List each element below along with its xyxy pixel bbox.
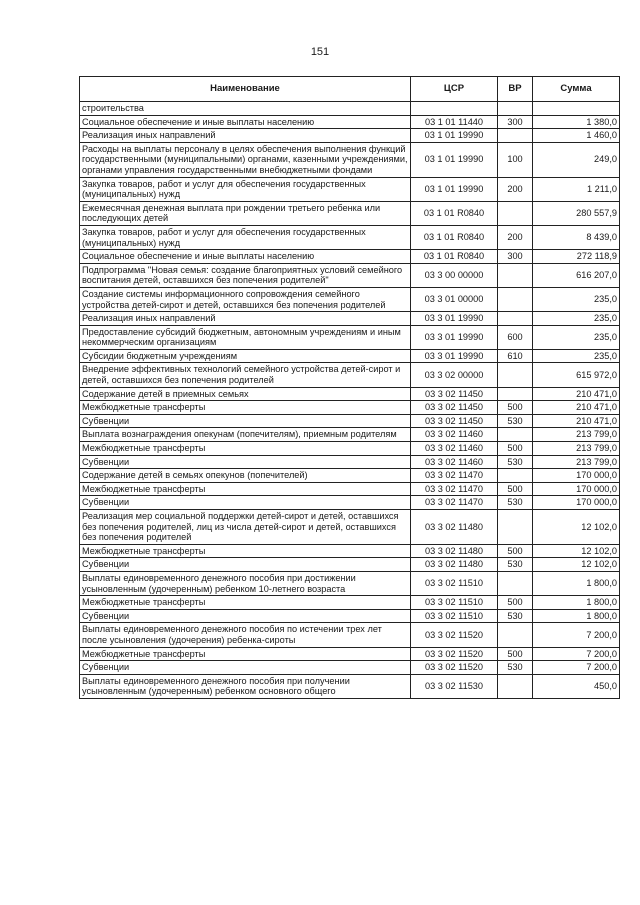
cell-vr: 500 [498,647,533,661]
cell-vr: 500 [498,401,533,415]
cell-vr: 500 [498,482,533,496]
cell-vr [498,312,533,326]
table-row [80,225,620,249]
cell-name: Выплата вознаграждения опекунам (попечителям), приемным родителям [80,428,411,442]
cell-csr: 03 3 02 11480 [411,558,498,572]
cell-vr: 100 [498,142,533,177]
cell-csr: 03 1 01 19990 [411,177,498,201]
table-row [80,469,620,483]
cell-sum: 170 000,0 [533,496,620,510]
header-row [80,77,620,102]
cell-csr: 03 3 02 11470 [411,496,498,510]
cell-csr: 03 3 02 11450 [411,401,498,415]
cell-name: Субвенции [80,558,411,572]
table-row [80,287,620,311]
cell-sum: 615 972,0 [533,363,620,387]
cell-sum: 235,0 [533,312,620,326]
cell-csr: 03 3 01 19990 [411,312,498,326]
cell-name: Расходы на выплаты персоналу в целях обеспечения выполнения функций государственными (муниципальными) органами, казенными учреждениями, органами управления государственными внебюджетными фондами [80,142,411,177]
cell-name: Выплаты единовременного денежного пособия по истечении трех лет после усыновления (удочерения) ребенка-сироты [80,623,411,647]
cell-name: Реализация иных направлений [80,312,411,326]
cell-sum: 12 102,0 [533,558,620,572]
table-row [80,596,620,610]
table-row [80,250,620,264]
cell-sum: 213 799,0 [533,428,620,442]
cell-csr: 03 3 02 00000 [411,363,498,387]
cell-name: Межбюджетные трансферты [80,596,411,610]
cell-sum: 170 000,0 [533,482,620,496]
cell-sum: 210 471,0 [533,387,620,401]
cell-csr: 03 3 02 11510 [411,571,498,595]
cell-name: Реализация мер социальной поддержки детей-сирот и детей, оставшихся без попечения родителей, лиц из числа детей-сирот и детей, оставшихся без попечения родителей [80,510,411,545]
cell-csr: 03 3 02 11450 [411,414,498,428]
table-row [80,363,620,387]
cell-sum: 8 439,0 [533,225,620,249]
table-row [80,349,620,363]
table-row [80,571,620,595]
cell-name: Закупка товаров, работ и услуг для обеспечения государственных (муниципальных) нужд [80,225,411,249]
cell-csr: 03 3 02 11520 [411,647,498,661]
header-csr: ЦСР [411,77,498,102]
header-sum: Сумма [533,77,620,102]
table-row [80,401,620,415]
cell-vr: 530 [498,414,533,428]
cell-sum: 616 207,0 [533,263,620,287]
cell-vr: 530 [498,609,533,623]
cell-vr: 530 [498,661,533,675]
table-row [80,312,620,326]
cell-csr: 03 3 01 00000 [411,287,498,311]
cell-name: Субсидии бюджетным учреждениям [80,349,411,363]
cell-name: Выплаты единовременного денежного пособия при получении усыновленным (удочеренным) ребенком основного общего [80,674,411,698]
cell-name: Субвенции [80,414,411,428]
table-row [80,177,620,201]
cell-vr: 300 [498,115,533,129]
cell-vr [498,571,533,595]
table-header [80,77,620,102]
cell-sum: 235,0 [533,287,620,311]
table-row [80,482,620,496]
cell-vr: 530 [498,455,533,469]
cell-csr: 03 3 02 11510 [411,596,498,610]
cell-csr: 03 1 01 19990 [411,129,498,143]
table-row [80,142,620,177]
table-row [80,428,620,442]
cell-sum: 1 211,0 [533,177,620,201]
cell-sum [533,102,620,116]
cell-sum: 210 471,0 [533,401,620,415]
table-row [80,510,620,545]
cell-csr: 03 1 01 R0840 [411,225,498,249]
cell-csr: 03 3 00 00000 [411,263,498,287]
cell-vr [498,263,533,287]
cell-csr: 03 3 02 11470 [411,469,498,483]
cell-vr: 500 [498,544,533,558]
table-row [80,263,620,287]
cell-csr: 03 3 02 11510 [411,609,498,623]
cell-name: Внедрение эффективных технологий семейного устройства детей-сирот и детей, оставшихся без попечения родителей [80,363,411,387]
cell-vr: 600 [498,325,533,349]
cell-name: Создание системы информационного сопровождения семейного устройства детей-сирот и детей, оставшихся без попечения родителей [80,287,411,311]
table-row [80,414,620,428]
cell-sum: 235,0 [533,325,620,349]
cell-sum: 12 102,0 [533,510,620,545]
header-name: Наименование [80,77,411,102]
cell-csr: 03 3 02 11460 [411,455,498,469]
cell-csr: 03 3 02 11450 [411,387,498,401]
cell-sum: 1 380,0 [533,115,620,129]
cell-vr: 200 [498,177,533,201]
cell-name: Межбюджетные трансферты [80,401,411,415]
cell-name: Межбюджетные трансферты [80,442,411,456]
cell-vr [498,674,533,698]
cell-csr: 03 1 01 11440 [411,115,498,129]
cell-sum: 170 000,0 [533,469,620,483]
cell-name: Подпрограмма "Новая семья: создание благоприятных условий семейного воспитания детей, оставшихся без попечения родителей" [80,263,411,287]
cell-name: Субвенции [80,455,411,469]
table-row [80,201,620,225]
table-row [80,558,620,572]
table-row [80,442,620,456]
cell-sum: 210 471,0 [533,414,620,428]
table-row [80,387,620,401]
cell-vr: 200 [498,225,533,249]
cell-sum: 280 557,9 [533,201,620,225]
table-row [80,661,620,675]
cell-name: Субвенции [80,661,411,675]
cell-name: Ежемесячная денежная выплата при рождении третьего ребенка или последующих детей [80,201,411,225]
cell-sum: 7 200,0 [533,647,620,661]
table-row [80,544,620,558]
cell-csr: 03 3 01 19990 [411,349,498,363]
cell-name: Социальное обеспечение и иные выплаты населению [80,250,411,264]
table-row [80,623,620,647]
cell-vr: 610 [498,349,533,363]
cell-name: Выплаты единовременного денежного пособия при достижении усыновленным (удочеренным) ребенком 10-летнего возраста [80,571,411,595]
cell-name: Социальное обеспечение и иные выплаты населению [80,115,411,129]
cell-csr: 03 3 02 11530 [411,674,498,698]
cell-name: Содержание детей в семьях опекунов (попечителей) [80,469,411,483]
cell-sum: 272 118,9 [533,250,620,264]
table-row [80,455,620,469]
cell-vr [498,102,533,116]
cell-csr: 03 3 02 11520 [411,661,498,675]
cell-name: Межбюджетные трансферты [80,544,411,558]
cell-vr: 530 [498,496,533,510]
cell-vr [498,129,533,143]
table-row [80,325,620,349]
cell-vr [498,201,533,225]
cell-name: Субвенции [80,496,411,510]
cell-name: Межбюджетные трансферты [80,482,411,496]
cell-vr: 300 [498,250,533,264]
cell-vr [498,387,533,401]
table-row [80,115,620,129]
cell-sum: 7 200,0 [533,623,620,647]
table-row [80,129,620,143]
cell-vr: 530 [498,558,533,572]
cell-name: Закупка товаров, работ и услуг для обеспечения государственных (муниципальных) нужд [80,177,411,201]
cell-sum: 235,0 [533,349,620,363]
cell-name: Предоставление субсидий бюджетным, автономным учреждениям и иным некоммерческим организациям [80,325,411,349]
cell-name: Межбюджетные трансферты [80,647,411,661]
cell-name: Субвенции [80,609,411,623]
cell-csr: 03 3 02 11460 [411,428,498,442]
cell-csr: 03 3 02 11460 [411,442,498,456]
cell-vr [498,287,533,311]
cell-csr [411,102,498,116]
cell-csr: 03 3 01 19990 [411,325,498,349]
cell-csr: 03 1 01 R0840 [411,201,498,225]
cell-sum: 1 800,0 [533,596,620,610]
cell-vr [498,623,533,647]
cell-sum: 12 102,0 [533,544,620,558]
cell-csr: 03 3 02 11480 [411,544,498,558]
cell-csr: 03 3 02 11470 [411,482,498,496]
cell-vr [498,510,533,545]
table-row [80,647,620,661]
cell-sum: 213 799,0 [533,455,620,469]
cell-name: Содержание детей в приемных семьях [80,387,411,401]
cell-sum: 450,0 [533,674,620,698]
cell-csr: 03 3 02 11480 [411,510,498,545]
header-vr: ВР [498,77,533,102]
cell-sum: 7 200,0 [533,661,620,675]
table-row [80,609,620,623]
cell-vr [498,363,533,387]
cell-vr: 500 [498,596,533,610]
page-number: 151 [310,46,330,58]
cell-sum: 249,0 [533,142,620,177]
table-row [80,102,620,116]
cell-csr: 03 1 01 R0840 [411,250,498,264]
cell-sum: 213 799,0 [533,442,620,456]
cell-csr: 03 1 01 19990 [411,142,498,177]
cell-name: Реализация иных направлений [80,129,411,143]
cell-sum: 1 800,0 [533,571,620,595]
budget-table [79,76,620,699]
cell-sum: 1 800,0 [533,609,620,623]
table-body [80,102,620,699]
cell-csr: 03 3 02 11520 [411,623,498,647]
cell-sum: 1 460,0 [533,129,620,143]
cell-vr [498,428,533,442]
table-row [80,674,620,698]
cell-name: строительства [80,102,411,116]
cell-vr: 500 [498,442,533,456]
table-row [80,496,620,510]
cell-vr [498,469,533,483]
